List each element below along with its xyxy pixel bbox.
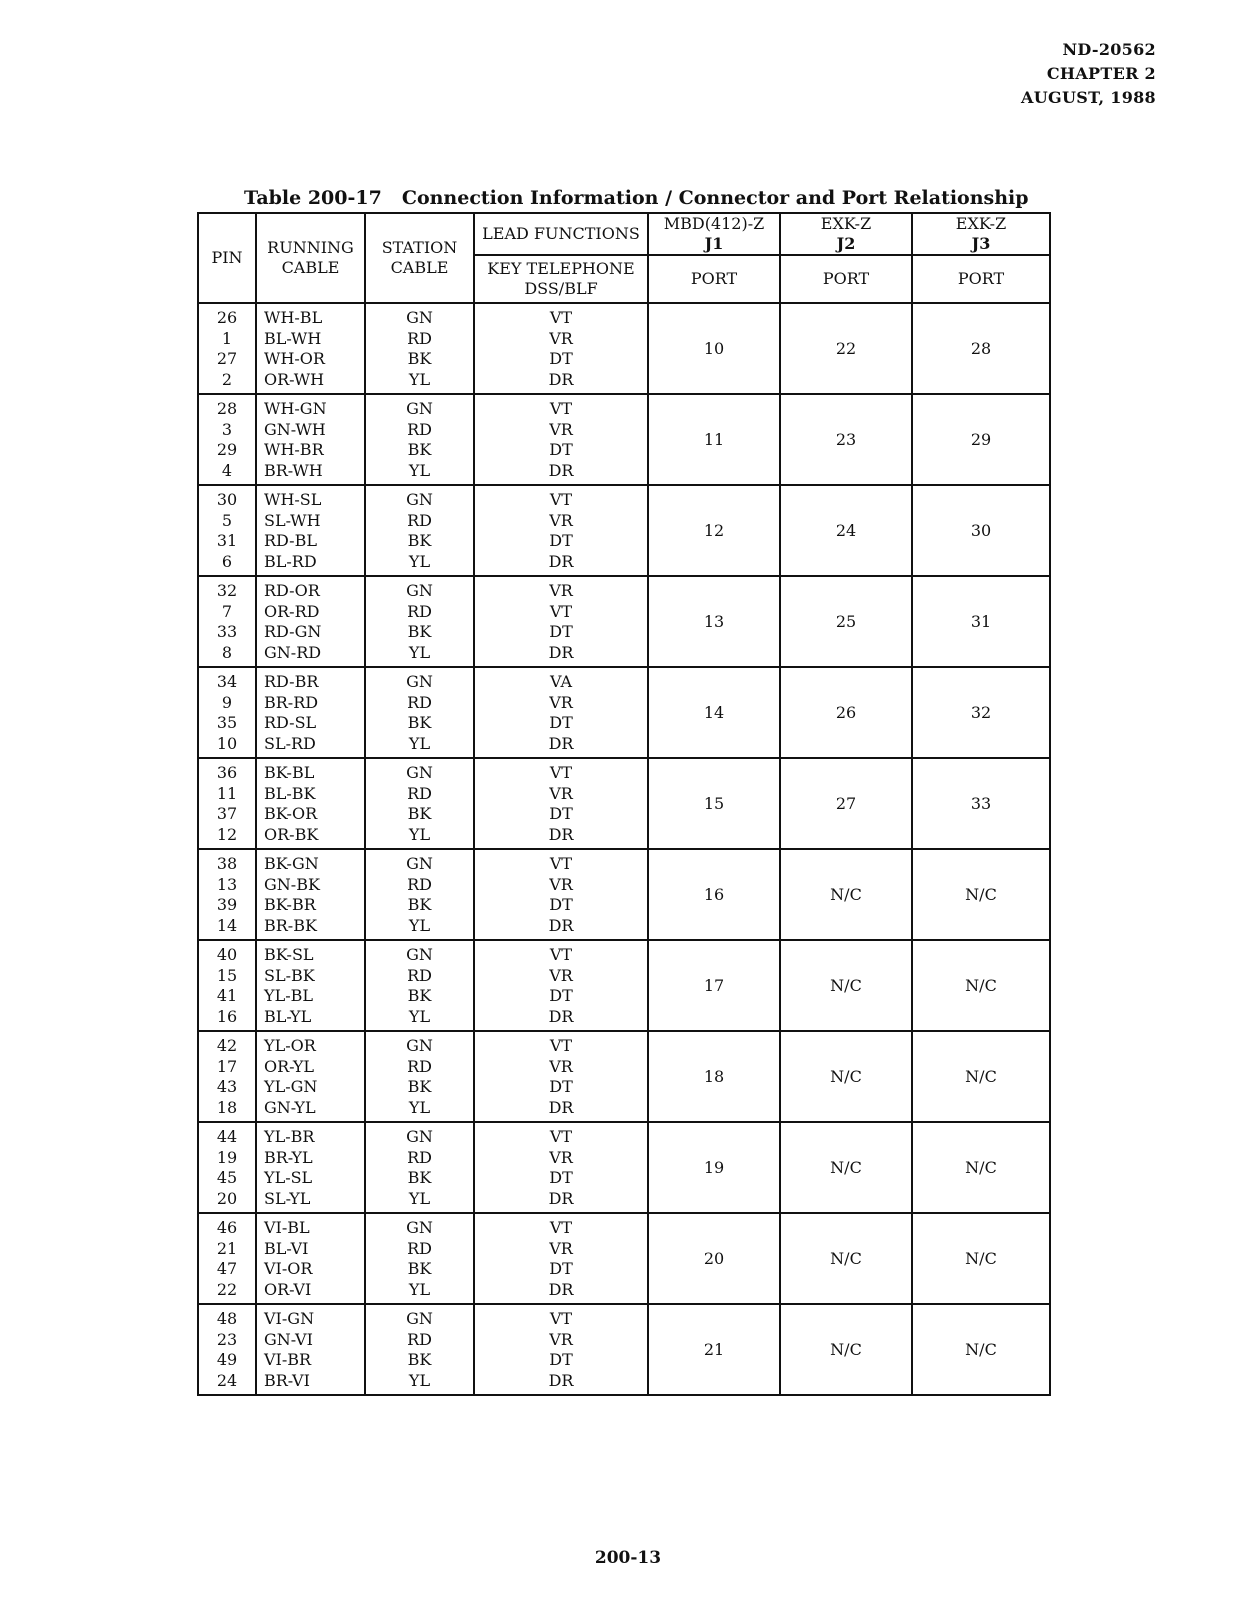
- j3-port-cell: 30: [912, 485, 1050, 576]
- lead-function-cell: VT VR DT DR: [474, 485, 648, 576]
- lead-function-cell: VT VR DT DR: [474, 758, 648, 849]
- station-cable-cell: GN RD BK YL: [365, 1213, 474, 1304]
- j3-port-cell: N/C: [912, 940, 1050, 1031]
- j2-port-cell: 26: [780, 667, 912, 758]
- pin-cell: 36 11 37 12: [198, 758, 256, 849]
- running-cable-cell: BK-BL BL-BK BK-OR OR-BK: [256, 758, 365, 849]
- table-row: [198, 1304, 1050, 1395]
- page-number: 200-13: [594, 1548, 662, 1568]
- col-mbd-j1: MBD(412)-Z J1: [648, 213, 780, 255]
- j2-port-cell: 25: [780, 576, 912, 667]
- table-row: [198, 394, 1050, 485]
- connection-table: [197, 212, 1051, 1396]
- j1-port-cell: 20: [648, 1213, 780, 1304]
- table-row: [198, 576, 1050, 667]
- document-id: ND-20562: [1062, 40, 1156, 59]
- j3-port-cell: 33: [912, 758, 1050, 849]
- j2-port-cell: N/C: [780, 940, 912, 1031]
- j3-port-cell: 29: [912, 394, 1050, 485]
- j1-port-cell: 18: [648, 1031, 780, 1122]
- pin-cell: 44 19 45 20: [198, 1122, 256, 1213]
- pin-cell: 28 3 29 4: [198, 394, 256, 485]
- j3-port-cell: 28: [912, 303, 1050, 394]
- table-title: [244, 187, 1029, 209]
- lead-function-cell: VT VR DT DR: [474, 1031, 648, 1122]
- station-cable-cell: GN RD BK YL: [365, 394, 474, 485]
- j1-port-cell: 21: [648, 1304, 780, 1395]
- station-cable-cell: GN RD BK YL: [365, 1122, 474, 1213]
- lead-function-cell: VT VR DT DR: [474, 1213, 648, 1304]
- table-row: [198, 940, 1050, 1031]
- j3-port-cell: 31: [912, 576, 1050, 667]
- pin-cell: 26 1 27 2: [198, 303, 256, 394]
- j2-port-cell: 24: [780, 485, 912, 576]
- lead-function-cell: VT VR DT DR: [474, 849, 648, 940]
- col-exk-j2: EXK-Z J2: [780, 213, 912, 255]
- j1-port-cell: 14: [648, 667, 780, 758]
- station-cable-cell: GN RD BK YL: [365, 849, 474, 940]
- table-row: [198, 667, 1050, 758]
- running-cable-cell: YL-BR BR-YL YL-SL SL-YL: [256, 1122, 365, 1213]
- lead-function-cell: VT VR DT DR: [474, 1122, 648, 1213]
- col-station-cable: STATION CABLE: [365, 213, 474, 303]
- pin-cell: 32 7 33 8: [198, 576, 256, 667]
- station-cable-cell: GN RD BK YL: [365, 1031, 474, 1122]
- j1-port-cell: 10: [648, 303, 780, 394]
- pin-cell: 40 15 41 16: [198, 940, 256, 1031]
- col-port-j2: PORT: [780, 255, 912, 303]
- station-cable-cell: GN RD BK YL: [365, 758, 474, 849]
- j2-port-cell: 22: [780, 303, 912, 394]
- lead-function-cell: VR VT DT DR: [474, 576, 648, 667]
- j3-port-cell: N/C: [912, 1122, 1050, 1213]
- station-cable-cell: GN RD BK YL: [365, 940, 474, 1031]
- page-header: [1021, 38, 1156, 110]
- running-cable-cell: WH-GN GN-WH WH-BR BR-WH: [256, 394, 365, 485]
- j2-port-cell: 27: [780, 758, 912, 849]
- j2-port-cell: N/C: [780, 1304, 912, 1395]
- running-cable-cell: VI-GN GN-VI VI-BR BR-VI: [256, 1304, 365, 1395]
- document-date: AUGUST, 1988: [1021, 88, 1156, 107]
- col-running-cable: RUNNING CABLE: [256, 213, 365, 303]
- station-cable-cell: GN RD BK YL: [365, 303, 474, 394]
- lead-function-cell: VT VR DT DR: [474, 1304, 648, 1395]
- j1-port-cell: 17: [648, 940, 780, 1031]
- col-pin: PIN: [198, 213, 256, 303]
- j2-port-cell: 23: [780, 394, 912, 485]
- station-cable-cell: GN RD BK YL: [365, 485, 474, 576]
- j3-port-cell: N/C: [912, 1304, 1050, 1395]
- pin-cell: 48 23 49 24: [198, 1304, 256, 1395]
- running-cable-cell: RD-BR BR-RD RD-SL SL-RD: [256, 667, 365, 758]
- table-row: [198, 1122, 1050, 1213]
- j1-port-cell: 15: [648, 758, 780, 849]
- running-cable-cell: WH-BL BL-WH WH-OR OR-WH: [256, 303, 365, 394]
- lead-function-cell: VT VR DT DR: [474, 303, 648, 394]
- j1-port-cell: 16: [648, 849, 780, 940]
- running-cable-cell: VI-BL BL-VI VI-OR OR-VI: [256, 1213, 365, 1304]
- table-number: Table 200-17: [244, 187, 382, 209]
- j1-port-cell: 13: [648, 576, 780, 667]
- lead-function-cell: VT VR DT DR: [474, 940, 648, 1031]
- table-row: [198, 849, 1050, 940]
- j3-port-cell: N/C: [912, 849, 1050, 940]
- col-port-j3: PORT: [912, 255, 1050, 303]
- col-port-j1: PORT: [648, 255, 780, 303]
- col-lead-functions: LEAD FUNCTIONS: [474, 213, 648, 255]
- running-cable-cell: BK-GN GN-BK BK-BR BR-BK: [256, 849, 365, 940]
- j3-port-cell: 32: [912, 667, 1050, 758]
- station-cable-cell: GN RD BK YL: [365, 667, 474, 758]
- pin-cell: 30 5 31 6: [198, 485, 256, 576]
- pin-cell: 38 13 39 14: [198, 849, 256, 940]
- table-row: [198, 303, 1050, 394]
- j2-port-cell: N/C: [780, 849, 912, 940]
- j1-port-cell: 12: [648, 485, 780, 576]
- station-cable-cell: GN RD BK YL: [365, 576, 474, 667]
- running-cable-cell: WH-SL SL-WH RD-BL BL-RD: [256, 485, 365, 576]
- table-header: [198, 213, 1050, 303]
- pin-cell: 34 9 35 10: [198, 667, 256, 758]
- pin-cell: 46 21 47 22: [198, 1213, 256, 1304]
- pin-cell: 42 17 43 18: [198, 1031, 256, 1122]
- running-cable-cell: RD-OR OR-RD RD-GN GN-RD: [256, 576, 365, 667]
- j1-port-cell: 11: [648, 394, 780, 485]
- table-row: [198, 485, 1050, 576]
- table-body: [198, 303, 1050, 1395]
- j2-port-cell: N/C: [780, 1213, 912, 1304]
- j3-port-cell: N/C: [912, 1031, 1050, 1122]
- table-row: [198, 1031, 1050, 1122]
- j1-port-cell: 19: [648, 1122, 780, 1213]
- station-cable-cell: GN RD BK YL: [365, 1304, 474, 1395]
- j2-port-cell: N/C: [780, 1122, 912, 1213]
- j2-port-cell: N/C: [780, 1031, 912, 1122]
- j3-port-cell: N/C: [912, 1213, 1050, 1304]
- chapter-label: CHAPTER 2: [1046, 64, 1156, 83]
- col-exk-j3: EXK-Z J3: [912, 213, 1050, 255]
- table-caption: Connection Information / Connector and Port Relationship: [401, 187, 1029, 209]
- table-row: [198, 1213, 1050, 1304]
- running-cable-cell: YL-OR OR-YL YL-GN GN-YL: [256, 1031, 365, 1122]
- running-cable-cell: BK-SL SL-BK YL-BL BL-YL: [256, 940, 365, 1031]
- lead-function-cell: VT VR DT DR: [474, 394, 648, 485]
- col-key-telephone: KEY TELEPHONE DSS/BLF: [474, 255, 648, 303]
- table-row: [198, 758, 1050, 849]
- lead-function-cell: VA VR DT DR: [474, 667, 648, 758]
